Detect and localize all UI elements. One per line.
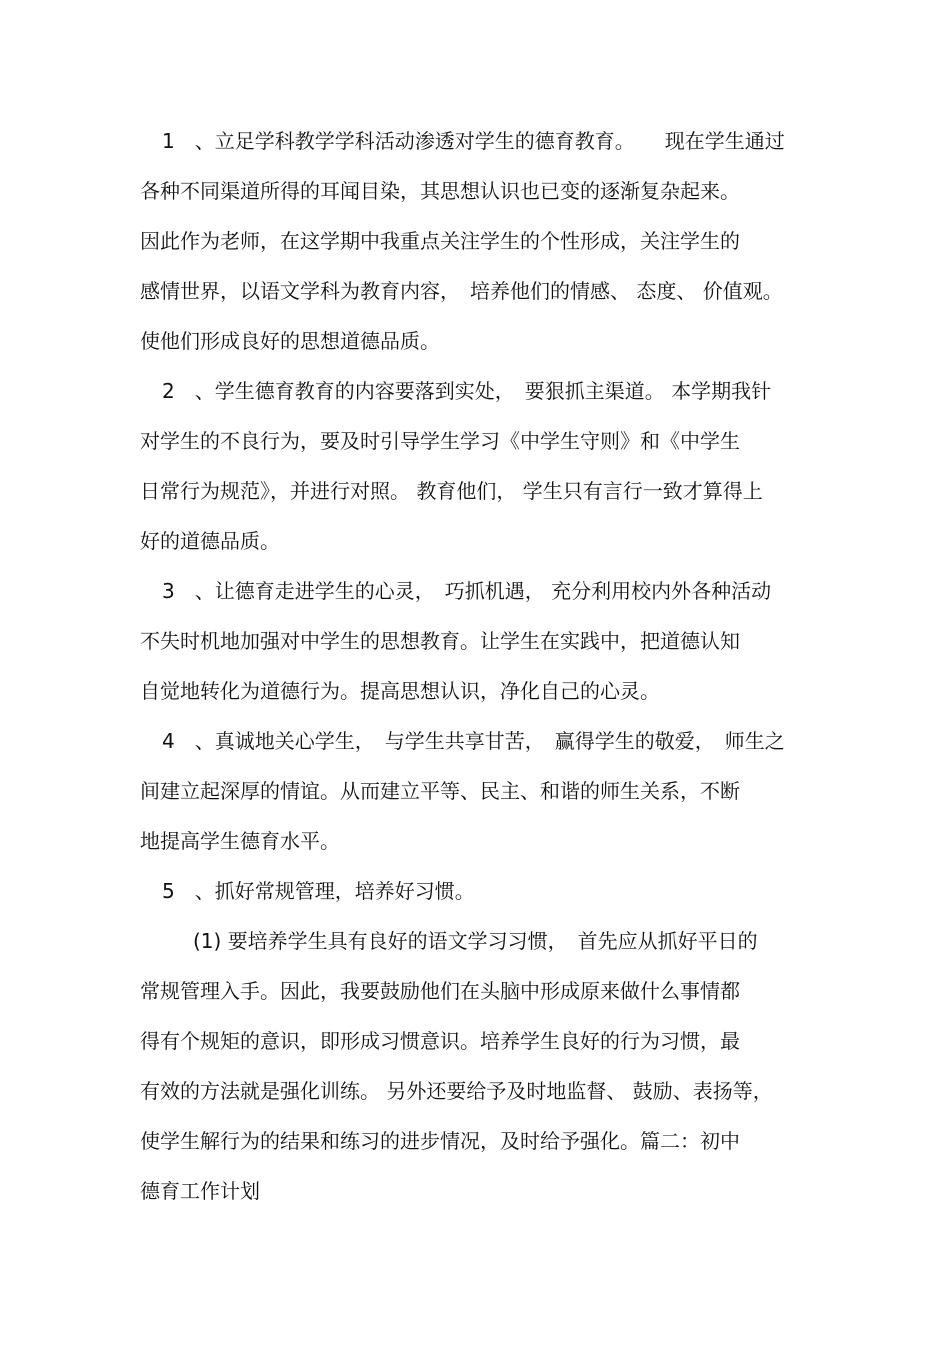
paragraph-6-line-6: 德育工作计划 bbox=[140, 1179, 260, 1203]
paragraph-1-line-5: 使他们形成良好的思想道德品质。 bbox=[140, 329, 440, 353]
paragraph-1-line-4: 感情世界，以语文学科为教育内容， 培养他们的情感、 态度、 价值观。 bbox=[140, 279, 783, 303]
paragraph-6-line-3: 得有个规矩的意识，即形成习惯意识。培养学生良好的行为习惯，最 bbox=[140, 1029, 740, 1053]
paragraph-2-line-1: 2 、学生德育教育的内容要落到实处， 要狠抓主渠道。 本学期我针 bbox=[162, 379, 772, 403]
paragraph-1-line-3: 因此作为老师，在这学期中我重点关注学生的个性形成，关注学生的 bbox=[140, 229, 740, 253]
paragraph-1-line-1: 1 、立足学科教学学科活动渗透对学生的德育教育。 现在学生通过 bbox=[162, 129, 785, 153]
paragraph-6-line-5: 使学生解行为的结果和练习的进步情况，及时给予强化。篇二：初中 bbox=[140, 1129, 740, 1153]
paragraph-2-line-2: 对学生的不良行为，要及时引导学生学习《中学生守则》和《中学生 bbox=[140, 429, 740, 453]
paragraph-3-line-3: 自觉地转化为道德行为。提高思想认识，净化自己的心灵。 bbox=[140, 679, 660, 703]
paragraph-2-line-4: 好的道德品质。 bbox=[140, 529, 280, 553]
paragraph-6-line-1: (1) 要培养学生具有良好的语文学习习惯， 首先应从抓好平日的 bbox=[193, 929, 758, 953]
paragraph-1-line-2: 各种不同渠道所得的耳闻目染，其思想认识也已变的逐渐复杂起来。 bbox=[140, 179, 740, 203]
paragraph-4-line-2: 间建立起深厚的情谊。从而建立平等、民主、和谐的师生关系，不断 bbox=[140, 779, 740, 803]
paragraph-2-line-3: 日常行为规范》，并进行对照。 教育他们， 学生只有言行一致才算得上 bbox=[140, 479, 763, 503]
paragraph-4-line-3: 地提高学生德育水平。 bbox=[140, 829, 340, 853]
paragraph-3-line-2: 不失时机地加强对中学生的思想教育。让学生在实践中，把道德认知 bbox=[140, 629, 740, 653]
paragraph-6-line-4: 有效的方法就是强化训练。 另外还要给予及时地监督、 鼓励、表扬等， bbox=[140, 1079, 773, 1103]
paragraph-3-line-1: 3 、让德育走进学生的心灵， 巧抓机遇， 充分利用校内外各种活动 bbox=[162, 579, 772, 603]
paragraph-4-line-1: 4 、真诚地关心学生， 与学生共享甘苦， 赢得学生的敬爱， 师生之 bbox=[162, 729, 785, 753]
paragraph-6-line-2: 常规管理入手。因此，我要鼓励他们在头脑中形成原来做什么事情都 bbox=[140, 979, 740, 1003]
paragraph-5-line-1: 5 、抓好常规管理，培养好习惯。 bbox=[162, 879, 475, 903]
